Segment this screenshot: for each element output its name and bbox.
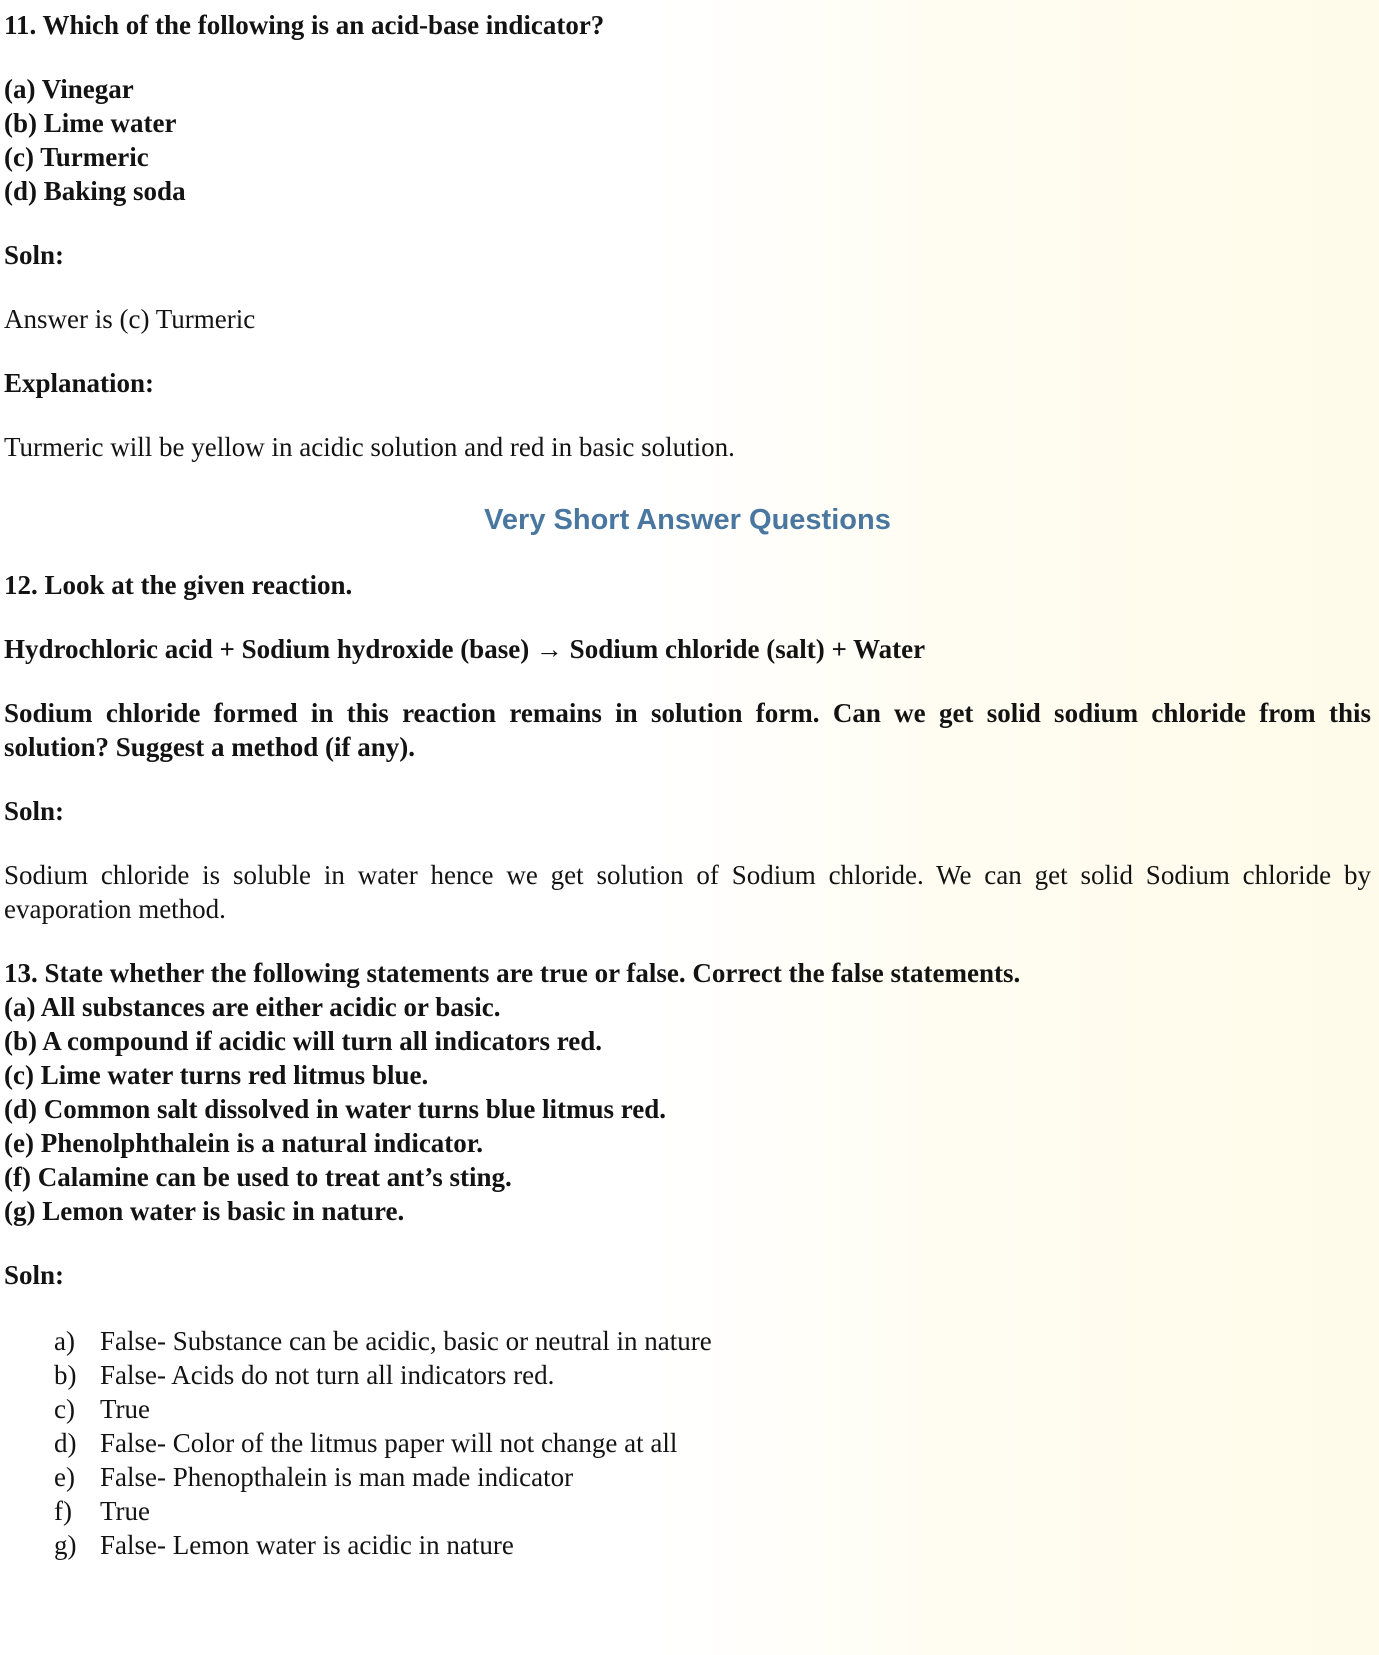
section-heading: Very Short Answer Questions bbox=[484, 504, 891, 536]
q13-answer-text-c: True bbox=[100, 1394, 151, 1424]
q11-option-b: (b) Lime water bbox=[4, 108, 177, 138]
q11-answer: Answer is (c) Turmeric bbox=[4, 304, 256, 334]
q13-statement-d: (d) Common salt dissolved in water turns blue litmus red. bbox=[4, 1094, 667, 1124]
q11-question: 11. Which of the following is an acid-base indicator? bbox=[4, 10, 605, 40]
q13-answer-text-b: False- Acids do not turn all indicators red. bbox=[100, 1360, 555, 1390]
q13-question: 13. State whether the following statements are true or false. Correct the false statements. bbox=[4, 958, 1021, 988]
q11-option-c: (c) Turmeric bbox=[4, 142, 149, 172]
q13-statement-g: (g) Lemon water is basic in nature. bbox=[4, 1196, 405, 1226]
q13-answer-text-a: False- Substance can be acidic, basic or neutral in nature bbox=[100, 1326, 712, 1356]
q13-answer-row-g bbox=[4, 1528, 1371, 1562]
q13-answer-row-d bbox=[4, 1426, 1371, 1460]
q13-answer-row-a bbox=[4, 1324, 1371, 1358]
q13-answer-text-e: False- Phenopthalein is man made indicator bbox=[100, 1462, 574, 1492]
q13-statements bbox=[4, 990, 1371, 1228]
q13-answer-marker-c: c) bbox=[54, 1394, 75, 1424]
q13-statement-f: (f) Calamine can be used to treat ant’s sting. bbox=[4, 1162, 512, 1192]
q11-explanation-label: Explanation: bbox=[4, 368, 155, 398]
q13-soln-label: Soln: bbox=[4, 1260, 65, 1290]
q13-answer-marker-d: d) bbox=[54, 1428, 77, 1458]
q11-options bbox=[4, 72, 1371, 208]
q13-block bbox=[4, 956, 1371, 1228]
q13-statement-e: (e) Phenolphthalein is a natural indicator. bbox=[4, 1128, 484, 1158]
q13-answer-marker-e: e) bbox=[54, 1462, 75, 1492]
q11-explanation: Turmeric will be yellow in acidic solution and red in basic solution. bbox=[4, 432, 735, 462]
q13-statement-b: (b) A compound if acidic will turn all indicators red. bbox=[4, 1026, 603, 1056]
q12-soln-label: Soln: bbox=[4, 796, 65, 826]
q13-answer-list bbox=[4, 1324, 1371, 1562]
q13-answer-text-f: True bbox=[100, 1496, 151, 1526]
q11-option-a: (a) Vinegar bbox=[4, 74, 134, 104]
q13-answer-row-f bbox=[4, 1494, 1371, 1528]
q12-prompt: Sodium chloride formed in this reaction remains in solution form. Can we get solid sodium chloride from this solution? Suggest a method (if any). bbox=[4, 698, 1371, 762]
q13-statement-c: (c) Lime water turns red litmus blue. bbox=[4, 1060, 429, 1090]
q13-answer-row-c bbox=[4, 1392, 1371, 1426]
q13-answer-marker-a: a) bbox=[54, 1326, 75, 1356]
q12-answer: Sodium chloride is soluble in water hence we get solution of Sodium chloride. We can get solid Sodium chloride by evaporation method. bbox=[4, 860, 1371, 924]
q13-answer-row-b bbox=[4, 1358, 1371, 1392]
q12-reaction: Hydrochloric acid + Sodium hydroxide (base) → Sodium chloride (salt) + Water bbox=[4, 634, 926, 664]
q13-statement-a: (a) All substances are either acidic or basic. bbox=[4, 992, 501, 1022]
q13-answer-marker-f: f) bbox=[54, 1496, 72, 1526]
q12-question: 12. Look at the given reaction. bbox=[4, 570, 353, 600]
q13-answer-row-e bbox=[4, 1460, 1371, 1494]
q13-answer-marker-g: g) bbox=[54, 1530, 77, 1560]
q13-answer-text-g: False- Lemon water is acidic in nature bbox=[100, 1530, 514, 1560]
q11-soln-label: Soln: bbox=[4, 240, 65, 270]
q13-answer-text-d: False- Color of the litmus paper will not change at all bbox=[100, 1428, 678, 1458]
q13-answer-marker-b: b) bbox=[54, 1360, 77, 1390]
q11-option-d: (d) Baking soda bbox=[4, 176, 186, 206]
